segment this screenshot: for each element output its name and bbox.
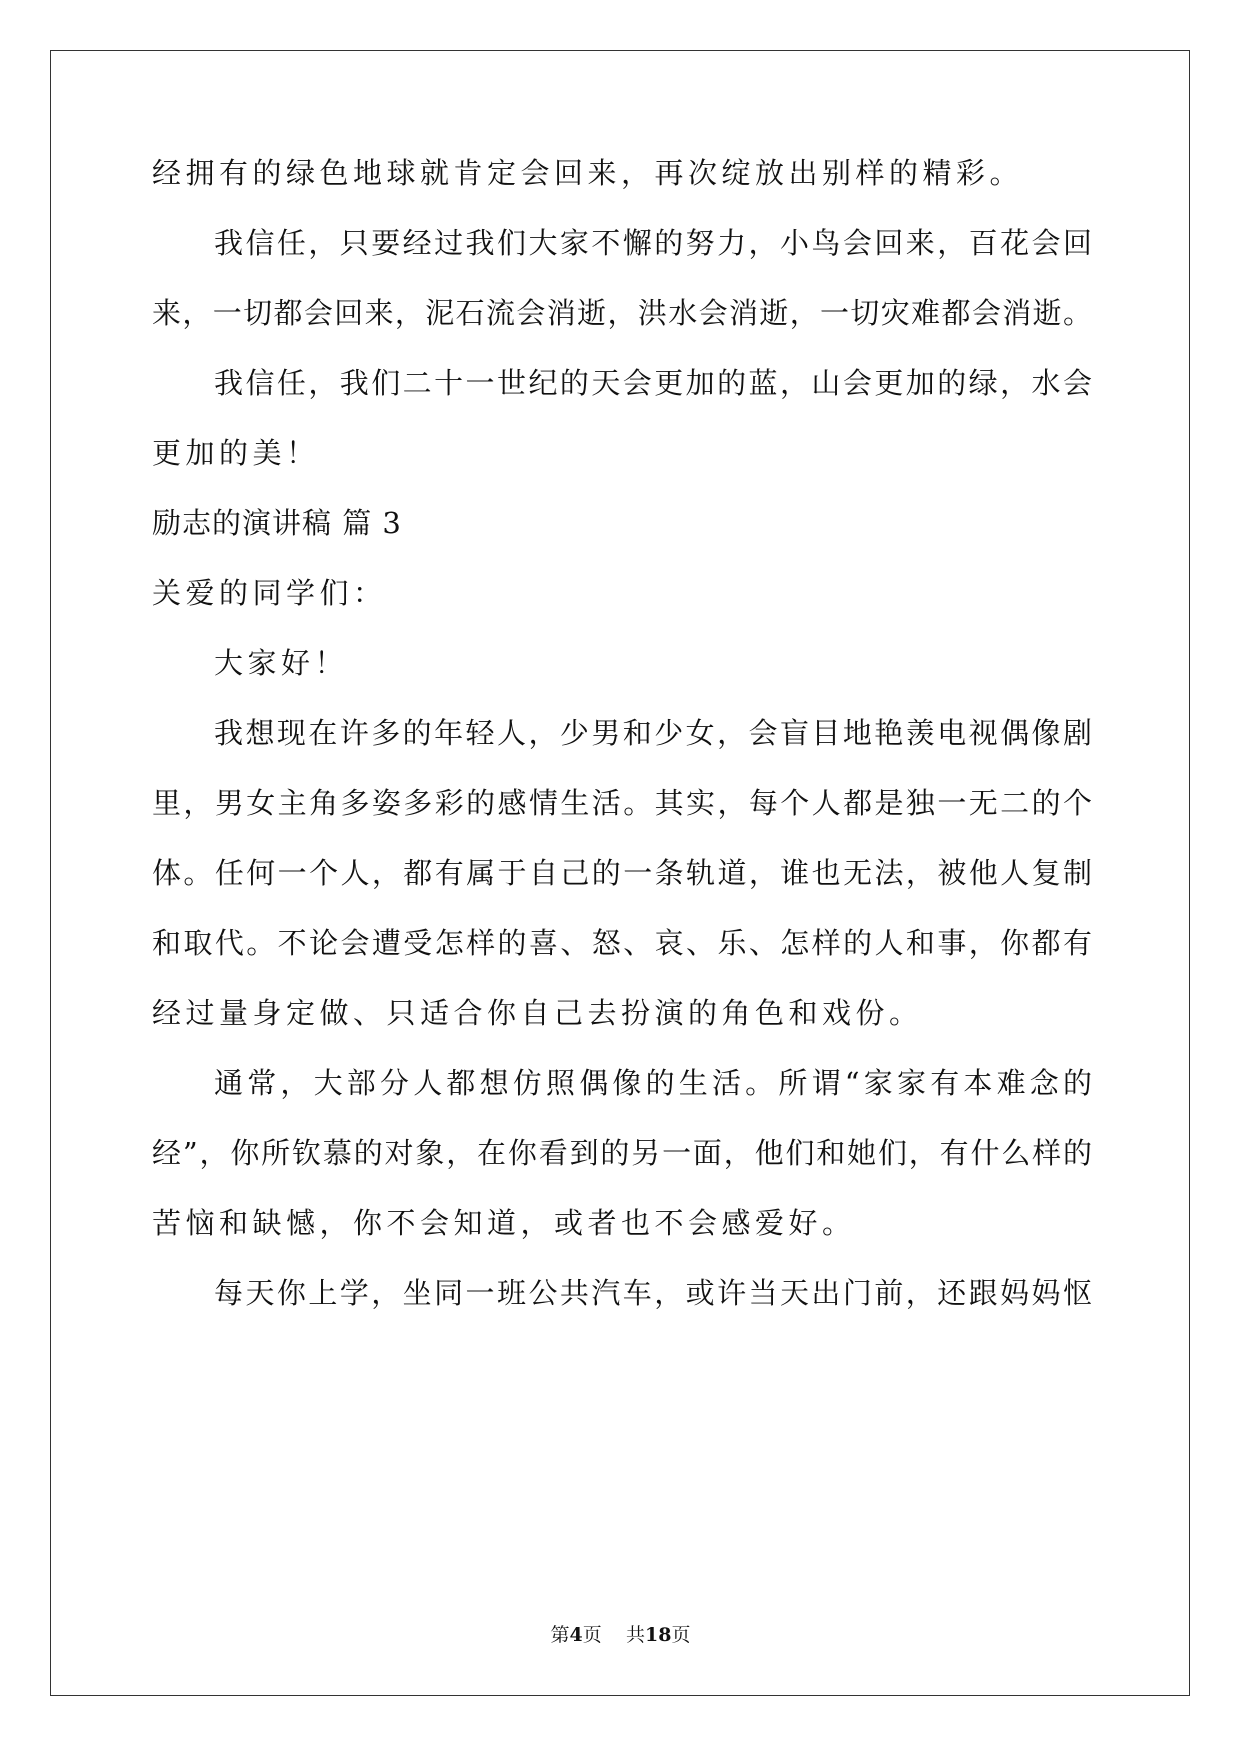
page-total: 18 <box>644 1624 672 1646</box>
page-suffix: 页 <box>582 1624 602 1646</box>
salutation: 关爱的同学们： <box>152 576 387 610</box>
page-footer <box>0 1622 1241 1648</box>
page-prefix: 第 <box>550 1624 570 1646</box>
paragraph-line: 更加的美！ <box>152 436 320 470</box>
section-heading: 励志的演讲稿 篇 3 <box>152 506 402 540</box>
paragraph-line: 通常，大部分人都想仿照偶像的生活。所谓“家家有本难念的 <box>214 1066 1092 1100</box>
paragraph-line: 经拥有的绿色地球就肯定会回来，再次绽放出别样的精彩。 <box>152 156 1024 190</box>
paragraph-line: 我信任，只要经过我们大家不懈的努力，小鸟会回来，百花会回 <box>214 226 1092 260</box>
paragraph-line: 经过量身定做、只适合你自己去扮演的角色和戏份。 <box>152 996 923 1030</box>
total-suffix: 页 <box>671 1624 691 1646</box>
paragraph-line: 体。任何一个人，都有属于自己的一条轨道，谁也无法，被他人复制 <box>152 856 1092 890</box>
page-current: 4 <box>569 1624 583 1646</box>
greeting: 大家好！ <box>214 646 349 680</box>
paragraph-line: 我信任，我们二十一世纪的天会更加的蓝，山会更加的绿，水会 <box>214 366 1092 400</box>
paragraph-line: 里，男女主角多姿多彩的感情生活。其实，每个人都是独一无二的个 <box>152 786 1092 820</box>
paragraph-line: 和取代。不论会遭受怎样的喜、怒、哀、乐、怎样的人和事，你都有 <box>152 926 1092 960</box>
paragraph-line: 每天你上学，坐同一班公共汽车，或许当天出门前，还跟妈妈怄 <box>214 1276 1092 1310</box>
total-prefix: 共 <box>625 1624 645 1646</box>
paragraph-line: 我想现在许多的年轻人，少男和少女，会盲目地艳羡电视偶像剧 <box>214 716 1092 750</box>
paragraph-line: 来，一切都会回来，泥石流会消逝，洪水会消逝，一切灾难都会消逝。 <box>152 296 1092 330</box>
paragraph-line: 经”，你所钦慕的对象，在你看到的另一面，他们和她们，有什么样的 <box>152 1136 1092 1170</box>
paragraph-line: 苦恼和缺憾，你不会知道，或者也不会感爱好。 <box>152 1206 856 1240</box>
